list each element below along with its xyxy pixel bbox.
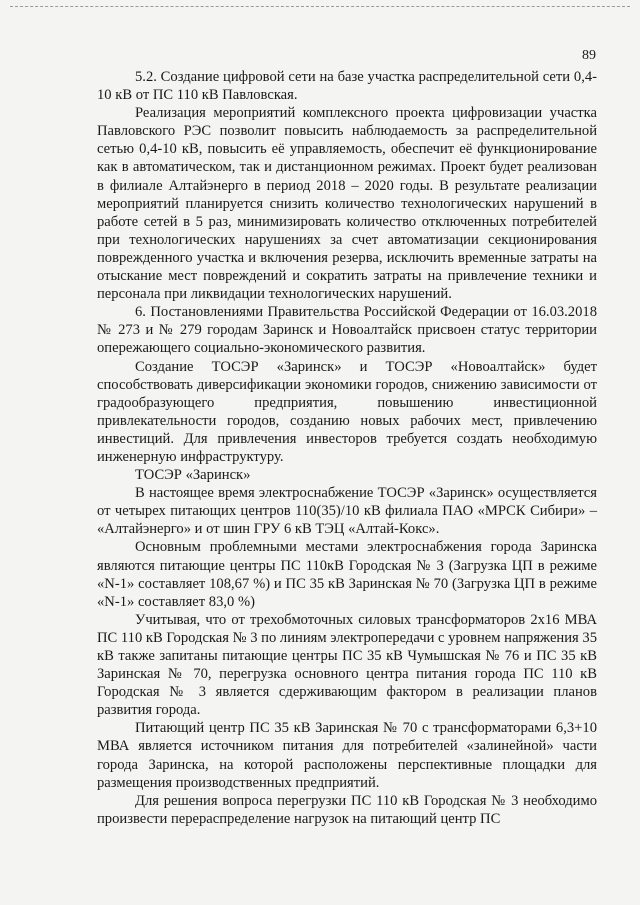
paragraph-problem-areas: Основным проблемными местами электроснабжения города Заринска являются питающие центры ПС 110кВ Городская № 3 (Загрузка ЦП в режиме «N-1» составляет 108,67 %) и ПС 35 кВ Заринская № 70 (Загрузка ЦП в режиме «N-1» составляет 83,0 %) [97, 539, 597, 610]
scan-top-edge [10, 6, 630, 7]
subheading-tosed-zarinsk: ТОСЭР «Заринск» [135, 467, 251, 484]
paragraph-power-supply: В настоящее время электроснабжение ТОСЭР «Заринск» осуществляется от четырех питающих центров 110(35)/10 кВ филиала ПАО «МРСК Сибири» – «Алтайэнерго» и от шин ГРУ 6 кВ ТЭЦ «Алтай-Кокс». [97, 485, 597, 538]
document-body [97, 68, 597, 828]
paragraph-overload-solution: Для решения вопроса перегрузки ПС 110 кВ Городская № 3 необходимо произвести перераспределение нагрузок на питающий центр ПС [97, 792, 597, 827]
paragraph-transformers: Учитывая, что от трехобмоточных силовых трансформаторов 2х16 МВА ПС 110 кВ Городская № 3 по линиям электропередачи с уровнем напряжения 35 кВ также запитаны питающие центры ПС 35 кВ Чумышская № 76 и ПС 35 кВ Заринская № 70, перегрузка основного центра питания города ПС 110 кВ Городская № 3 является сдерживающим фактором в реализации планов развития города. [97, 611, 597, 719]
paragraph-supply-center: Питающий центр ПС 35 кВ Заринская № 70 с трансформаторами 6,3+10 МВА является источником питания для потребителей «залинейной» части города Заринска, на которой расположены перспективные площадки для размещения производственных предприятий. [97, 720, 597, 791]
paragraph-government-decree: 6. Постановлениями Правительства Российской Федерации от 16.03.2018 № 273 и № 279 городам Заринск и Новоалтайск присвоен статус территории опережающего социально-экономического развития. [97, 304, 597, 357]
paragraph-tosed-creation: Создание ТОСЭР «Заринск» и ТОСЭР «Новоалтайск» будет способствовать диверсификации экономики городов, снижению зависимости от градообразующего предприятия, повышению инвестиционной привлекательности городов, созданию новых рабочих мест, привлечению инвестиций. Для привлечения инвесторов требуется создать необходимую инженерную инфраструктуру. [97, 358, 597, 465]
section-heading-5-2: 5.2. Создание цифровой сети на базе участка распределительной сети 0,4-10 кВ от ПС 110 кВ Павловская. [97, 69, 597, 104]
page-number: 89 [582, 48, 596, 63]
paragraph-digitalization: Реализация мероприятий комплексного проекта цифровизации участка Павловского РЭС позволит повысить наблюдаемость за распределительной сетью 0,4-10 кВ, повысить её управляемость, обеспечит её функционирование как в автоматическом, так и дистанционном режимах. Проект будет реализован в филиале Алтайэнерго в период 2018 – 2020 годы. В результате реализации мероприятий планируется снизить количество технологических нарушений в работе сетей в 5 раз, минимизировать количество отключенных потребителей при технологических нарушениях за счет автоматизации секционирования поврежденного участка и включения резерва, исключить временные затраты на отыскание мест повреждений и сократить затраты на привлечение техники и персонала при ликвидации технологических нарушений. [97, 105, 597, 303]
